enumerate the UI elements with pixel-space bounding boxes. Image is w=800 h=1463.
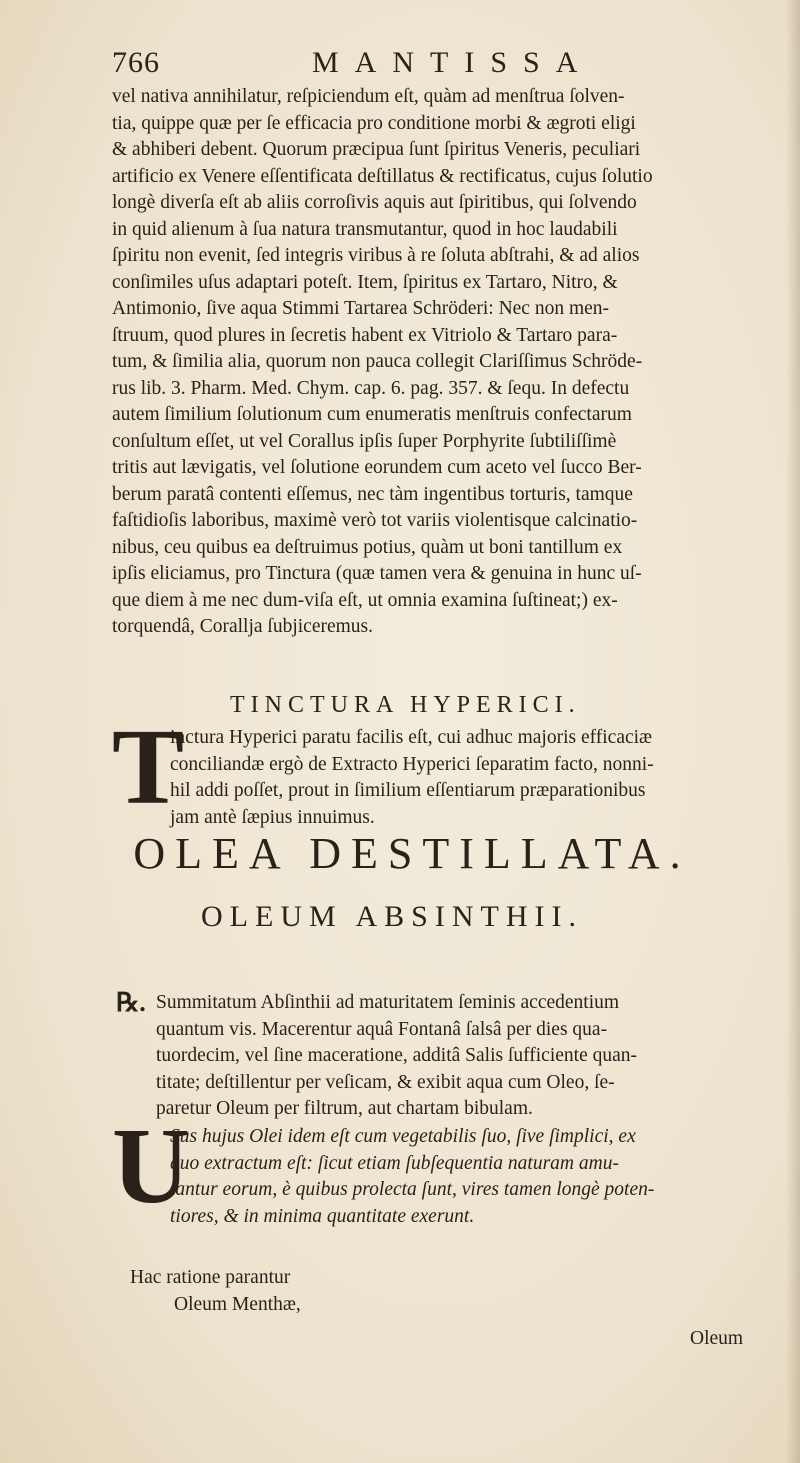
tinctura-paragraph xyxy=(112,708,697,831)
body-line: rus lib. 3. Pharm. Med. Chym. cap. 6. pag. 357. & ſequ. In defectu xyxy=(112,377,630,399)
body-line: longè diverſa eſt ab aliis corroſivis aquis aut ſpiritibus, qui ſolvendo xyxy=(112,192,637,213)
running-head: MANTISSA xyxy=(312,46,594,79)
body-line: in quid alienum à ſua natura transmutantur, quod in hoc laudabili xyxy=(112,218,618,240)
recipe-block xyxy=(116,990,701,1123)
recipe-symbol: ℞. xyxy=(116,988,146,1017)
closing-line: Oleum Menthæ, xyxy=(174,1293,301,1315)
drop-cap: U xyxy=(112,1107,190,1226)
closing-text xyxy=(130,1265,301,1318)
section-heading-tinctura: TINCTURA HYPERICI. xyxy=(230,692,581,718)
recipe-line: Summitatum Abſinthii ad maturitatem ſeminis accedentium xyxy=(156,992,620,1013)
section-heading-olea: OLEA DESTILLATA. xyxy=(133,829,691,878)
body-line: ſtruum, quod plures in ſecretis habent ex Vitriolo & Tartaro para- xyxy=(112,324,618,346)
page-edge-shadow xyxy=(786,0,800,1463)
body-line: conſimiles uſus adaptari poteſt. Item, ſpiritus ex Tartaro, Nitro, & xyxy=(112,271,618,293)
body-line: Sus hujus Olei idem eſt cum vegetabilis ſuo, ſive ſimplici, ex xyxy=(170,1126,636,1147)
body-line: ſpiritu non evenit, ſed integris viribus à re ſoluta abſtrahi, & ad alios xyxy=(112,245,640,266)
body-line: artificio ex Venere eſſentificata deſtillatus & rectificatus, cujus ſolutio xyxy=(112,165,653,187)
subsection-heading-oleum: OLEUM ABSINTHII. xyxy=(201,900,583,933)
body-line: hil addi poſſet, prout in ſimilium eſſentiarum præparationibus xyxy=(170,780,646,801)
body-line: autem ſimilium ſolutionum cum enumeratis menſtruis confectarum xyxy=(112,404,632,425)
body-line: nibus, ceu quibus ea deſtruimus potius, quàm ut boni tantillum ex xyxy=(112,536,623,558)
recipe-line: tuordecim, vel ſine maceratione, additâ Salis ſufficiente quan- xyxy=(156,1045,638,1066)
body-line: tritis aut lævigatis, vel ſolutione eorundem cum aceto vel ſucco Ber- xyxy=(112,457,642,478)
recipe-line: paretur Oleum per filtrum, aut chartam bibulam. xyxy=(156,1098,533,1119)
body-line: que diem à me nec dum-viſa eſt, ut omnia examina ſuſtineat;) ex- xyxy=(112,589,618,611)
drop-cap: T xyxy=(112,708,185,827)
body-line: conciliandæ ergò de Extracto Hyperici ſeparatim facto, nonni- xyxy=(170,753,654,775)
body-line: tiores, & in minima quantitate exerunt. xyxy=(170,1205,475,1227)
body-line: quo extractum eſt: ſicut etiam ſubſequentia naturam amu- xyxy=(170,1152,619,1174)
body-line: tia, quippe quæ per ſe efficacia pro conditione morbi & ægroti eligi xyxy=(112,112,636,134)
page-number: 766 xyxy=(112,46,160,79)
main-body-text xyxy=(112,84,697,641)
catchword: Oleum xyxy=(690,1328,744,1349)
body-line: inctura Hyperici paratu facilis eſt, cui adhuc majoris efficaciæ xyxy=(170,727,653,748)
body-line: ipſis eliciamus, pro Tinctura (quæ tamen vera & genuina in hunc uſ- xyxy=(112,563,642,584)
body-line: berum paratâ contenti eſſemus, nec tàm ingentibus torturis, tamque xyxy=(112,483,633,505)
body-line: tum, & ſimilia alia, quorum non pauca collegit Clariſſimus Schröde- xyxy=(112,351,643,372)
body-line: Antimonio, ſive aqua Stimmi Tartarea Schröderi: Nec non men- xyxy=(112,298,610,319)
body-line: jam antè ſæpius innuimus. xyxy=(170,806,375,828)
body-line: lantur eorum, è quibus prolecta ſunt, vires tamen longè poten- xyxy=(170,1179,655,1200)
body-line: torquendâ, Corallja ſubjiceremus. xyxy=(112,616,374,637)
body-line: vel nativa annihilatur, reſpiciendum eſt, quàm ad menſtrua ſolven- xyxy=(112,86,625,107)
page-header xyxy=(112,44,672,84)
recipe-line: quantum vis. Macerentur aquâ Fontanâ ſalsâ per dies qua- xyxy=(156,1018,608,1040)
closing-line: Hac ratione parantur xyxy=(130,1267,291,1288)
body-line: faſtidioſis laboribus, maximè verò tot variis violentisque calcinatio- xyxy=(112,510,638,531)
body-line: & abhiberi debent. Quorum præcipua ſunt ſpiritus Veneris, peculiari xyxy=(112,139,641,160)
body-line: conſultum eſſet, ut vel Corallus ipſis ſuper Porphyrite ſubtiliſſimè xyxy=(112,430,617,452)
recipe-line: titate; deſtillentur per veſicam, & exibit aqua cum Oleo, ſe- xyxy=(156,1071,615,1093)
